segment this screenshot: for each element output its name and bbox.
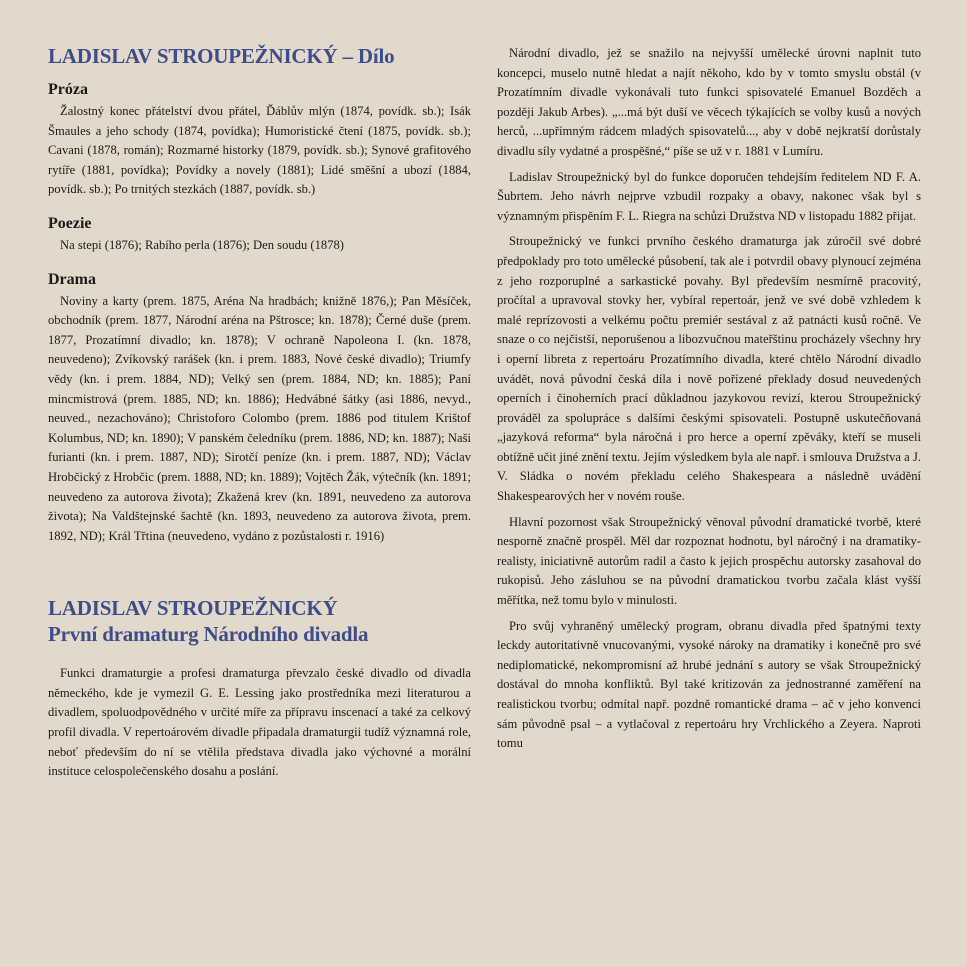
body-paragraph-1: Národní divadlo, jež se snažilo na nejvyšší umělecké úrovni naplnit tuto koncepci, muselo nutně hledat a najít někoho, kdo by v tomto smyslu obstál (v Prozatímním divadle vykonávali tuto funkci spisovatelé Emanuel Bozděch a později Jakub Arbes). „...má být duší ve věcech týkajících se volby kusů a nových herců, ...upřímným rádcem mladých spisovatelů..., aby v době nejkratší dorůstaly divadlu síly vydatné a prospěšné,“ píše se už v r. 1881 v Lumíru. [497,46,921,158]
poetry-list: Na stepi (1876); Rabího perla (1876); Den soudu (1878) [60,237,344,252]
right-column [497,44,921,760]
drama-heading: Drama [48,270,96,288]
article-title: LADISLAV STROUPEŽNICKÝ [48,596,338,621]
intro-paragraph: Funkci dramaturgie a profesi dramaturga převzalo české divadlo od divadla německého, kde je vymezil G. E. Lessing jako prostředníka mezi literaturou a divadlem, spoluodpovědného v určité míře za přípravu inscenací a také za celkový profil divadla. V repertoárovém divadle připadala dramaturgii tudíž významná role, neboť především do ní se vtělila představa divadla jako výchovné a morální instituce celospolečenského dosahu a poslání. [48,666,471,779]
poetry-heading: Poezie [48,214,92,232]
prose-heading: Próza [48,81,88,98]
body-paragraph-4: Hlavní pozornost však Stroupežnický věnoval původní dramatické tvorbě, které nesporně značně prospěl. Měl dar rozpoznat hodnotu, byl náročný i na dramatiky-realisty, iniciativně autorům radil a často k jejich prospěchu autorsky zasahoval do rukopisů. Jeho zásluhou se na původní dramatickou tvorbu začala klást vyšší měřítka, než tomu bylo v minulosti. [497,514,921,608]
body-paragraph-2: Ladislav Stroupežnický byl do funkce doporučen tehdejším ředitelem ND F. A. Šubrtem. Jeho návrh nejprve vzbudil rozpaky a obavy, nakonec však byl s významným přispěním F. L. Riegra na schůzi Družstva ND v listopadu 1882 přijat. [497,169,921,223]
body-paragraph-3: Stroupežnický ve funkci prvního českého dramaturga jak zúročil své dobré předpoklady pro toto umělecké působení, tak ale i potvrdil obavy plynoucí zejména z jeho rozporuplné a sarkastické povahy. Byl především nesmírně pracovitý, pročítal a upravoval stovky her, vybíral repertoár, jenž ve své době vzhledem k malé reprízovosti a velkému počtu premiér sestával z až patnácti kusů ročně. Ve snaze o co nejčistší, neporušenou a libozvučnou mateřštinu procházely všechny hry i operní libreta z repertoáru Prozatímního divadla, které chtělo Národní divadlo uvádět, nová původní česká díla i nově pořízené překlady dosud neuvedených operních i činoherních prací důkladnou jazykovou revizí, kterou Stroupežnický prováděl za spolupráce s dalšími českými spisovateli. Postupně uskutečňovaná „jazyková reforma“ byla náročná i pro herce a operní zpěváky, kteří se museli obtížně učit jiné znění textu. Jejím výsledkem byla ale např. i smlouva Družstva a J. V. Sládka o novém překladu celého Shakespeara a následně uvádění Shakespearových her v novém rouše. [497,234,921,504]
article-subtitle: První dramaturg Národního divadla [48,622,369,647]
works-heading: LADISLAV STROUPEŽNICKÝ – Dílo [48,44,395,68]
body-paragraph-5: Pro svůj vyhraněný umělecký program, obranu divadla před špatnými texty leckdy autoritativně vnucovanými, vysoké nároky na dramatiky i konečně pro své nediplomatické, nekompromisní až hrubé jednání s autory se však Stroupežnický dostával do mnoha konfliktů. Byl také kritizován za jednostranné zaměření na realistickou tvorbu; odmítal např. pozdně romantické drama – ač v jeho konvenci sám původně psal – a vytlačoval z repertoáru hry Vrchlického a Zeyera. Naproti tomu [497,618,921,751]
prose-list: Žalostný konec přátelství dvou přátel, Ďáblův mlýn (1874, povídk. sb.); Isák Šmaules a jeho schody (1874, povídka); Humoristické čtení (1875, povídk. sb.); Cavani (1878, román); Rozmarné historky (1879, povídk. sb.); Synové grafitového rytíře (1881, povídka); Povídky a novely (1881); Lidé směšní a ubozí (1884, povídk. sb.); Po trnitých stezkách (1887, povídk. sb.) [48,104,471,197]
left-column [48,44,471,782]
drama-list: Noviny a karty (prem. 1875, Aréna Na hradbách; knižně 1876,); Pan Měsíček, obchodník (prem. 1877, Národní aréna na Pštrosce; kn. 1878); Černé duše (prem. 1877, Prozatímní divadlo; kn. 1878); V ochraně Napoleona I. (kn. 1878, neuvedeno); Zvíkovský rarášek (kn. i prem. 1883, Nové české divadlo); Triumfy vědy (kn. i prem. 1884, ND); Velký sen (prem. 1884, ND; kn. 1885); Paní mincmistrová (prem. 1885, ND; kn. 1886); Hedvábné šátky (asi 1886, nevyd., neuved., nezachováno); Christoforo Colombo (prem. 1886 pod titulem Krištof Kolumbus, ND; kn. 1890); V panském čeledníku (prem. 1886, ND; kn. 1887); Naši furianti (kn. i prem. 1887, ND); Sirotčí peníze (kn. i prem. 1887, ND); Václav Hrobčický z Hrobčic (prem. 1888, ND; kn. 1889); Vojtěch Žák, výtečník (kn. 1891; neuvedeno za autorova života); Zkažená krev (kn. 1891, neuvedeno za autorova života); Na Valdštejnské šachtě (kn. 1893, neuvedeno za autorova života, prem. 1892, ND); Král Třtina (neuvedeno, vydáno z pozůstalosti r. 1916) [48,293,471,543]
